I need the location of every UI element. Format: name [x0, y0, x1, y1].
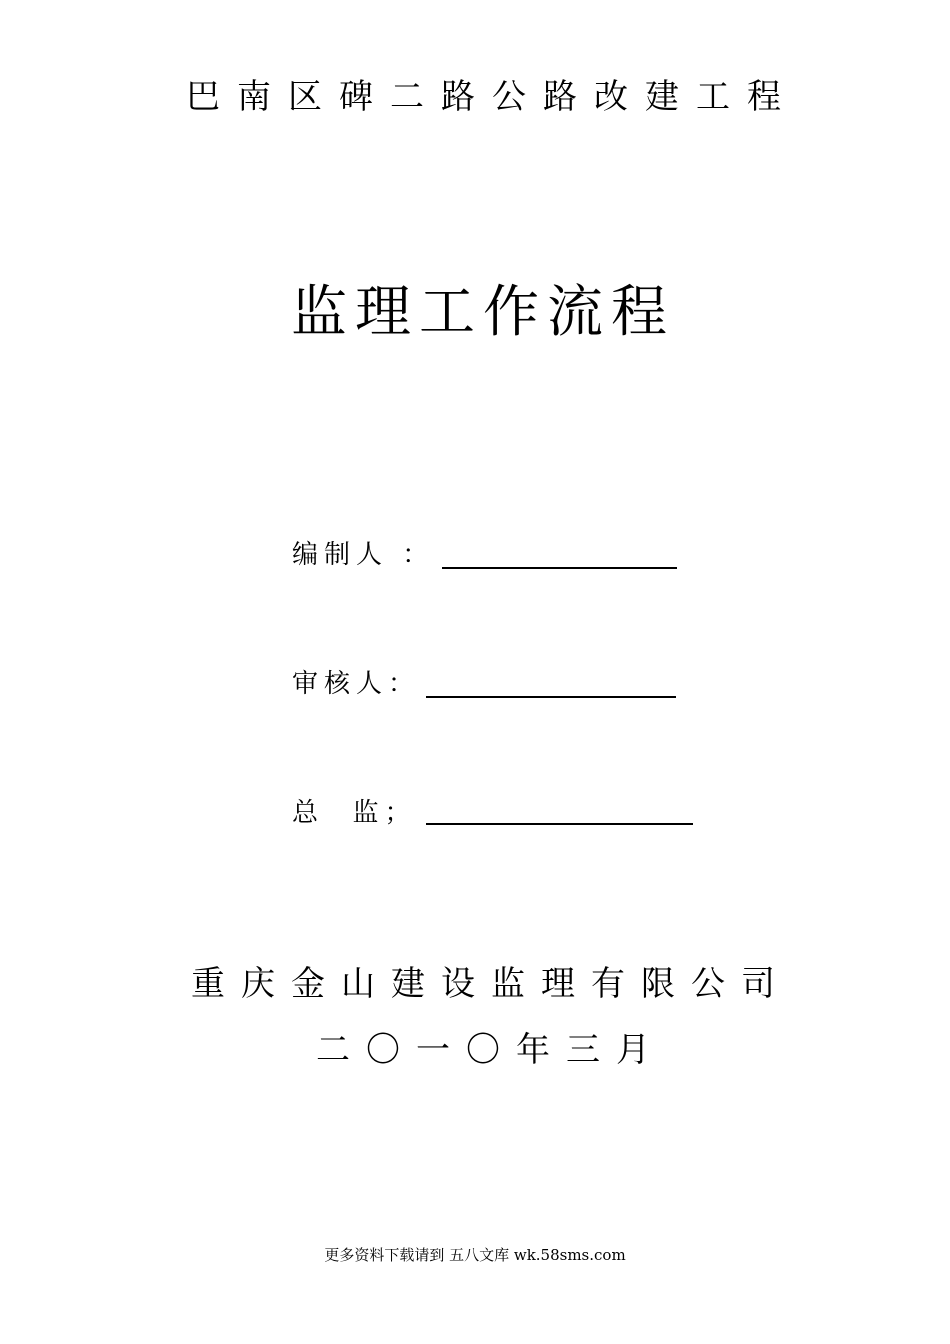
reviewer-signature-line [426, 696, 676, 698]
chief-supervisor-label: 总 监； [292, 798, 417, 828]
compiler-label: 编制人 ： [292, 540, 435, 570]
reviewer-signature-row [292, 664, 692, 704]
document-title: 监理工作流程 [291, 280, 675, 345]
chief-supervisor-signature-row [292, 793, 712, 833]
reviewer-label: 审核人： [292, 669, 421, 699]
project-title: 巴南区碑二路公路改建工程 [186, 77, 798, 117]
footer-download-note: 更多资料下载请到 五八文库 wk.58sms.com [324, 1246, 626, 1264]
document-date: 二〇一〇年三月 [316, 1030, 666, 1070]
compiler-signature-row [292, 535, 692, 575]
compiler-signature-line [442, 567, 677, 569]
company-name: 重庆金山建设监理有限公司 [191, 964, 791, 1004]
chief-supervisor-signature-line [426, 823, 693, 825]
